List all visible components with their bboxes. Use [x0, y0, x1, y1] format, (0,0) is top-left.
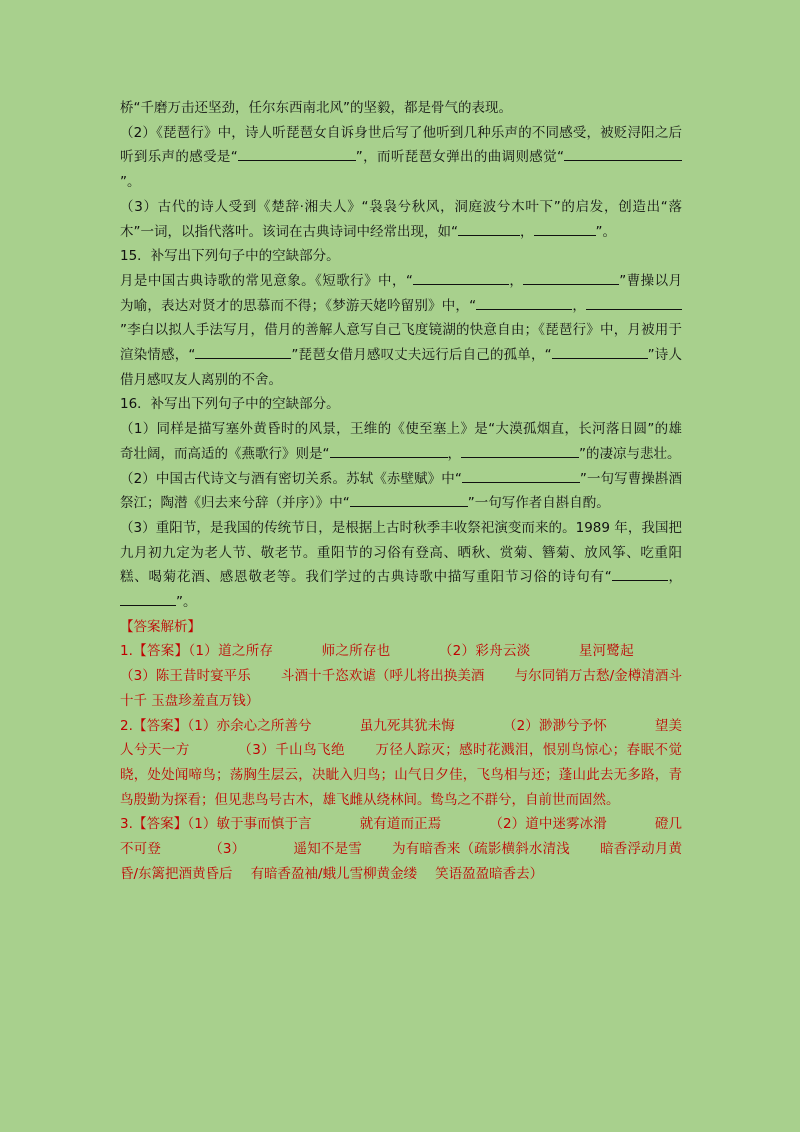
answer-blank	[350, 492, 468, 507]
answer-1: 1.【答案】（1）道之所存 师之所存也 （2）彩舟云淡 星河鹭起（3）陈王昔时宴平乐 斗酒十千恣欢谑（呼儿将出换美酒 与尔同销万古愁/金樽清酒斗十千 玉盘珍羞直万钱）	[120, 643, 682, 709]
document-content	[120, 96, 682, 887]
paragraph-q16-2: （2）中国古代诗文与酒有密切关系。苏轼《赤壁赋》中“ ”一句写曹操斟酒祭江；陶潜《归去来兮辞（并序）》中“ ”一句写作者自斟自酌。	[120, 467, 682, 516]
paragraph-q15: 月是中国古典诗歌的常见意象。《短歌行》中，“ ， ”曹操以月为喻，表达对贤才的思慕而不得；《梦游天姥吟留别》中，“ ，”李白以拟人手法写月，借月的善解人意写自己飞度镜湖的快意自由；《琵琶行》中，月被用于渲染情感，“ ”琵琶女借月感叹丈夫远行后自己的孤单，“ ”诗人借月感叹友人离别的不舍。	[120, 269, 682, 393]
question-15-title: 15．补写出下列句子中的空缺部分。	[120, 248, 340, 265]
question-16-title: 16．补写出下列句子中的空缺部分。	[120, 396, 340, 413]
answer-blank	[461, 443, 579, 458]
answer-blank	[238, 146, 356, 161]
answer-blank	[330, 443, 448, 458]
paragraph-q14-3: （3）古代的诗人受到《楚辞·湘夫人》“袅袅兮秋风，洞庭波兮木叶下”的启发，创造出“落木”一词，以指代落叶。该词在古典诗词中经常出现，如“ ， ”。	[120, 198, 682, 240]
answer-blank	[564, 146, 682, 161]
answer-blank	[462, 468, 580, 483]
answer-blank	[586, 295, 682, 310]
answer-blank	[458, 221, 520, 236]
answer-blank	[612, 566, 668, 581]
answer-blank	[552, 344, 648, 359]
answer-blank	[534, 221, 596, 236]
paragraph-q16-1: （1）同样是描写塞外黄昏时的风景，王维的《使至塞上》是“大漠孤烟直，长河落日圆”的雄奇壮阔，而高适的《燕歌行》则是“ ， ”的凄凉与悲壮。	[120, 421, 682, 462]
answer-blank	[120, 591, 176, 606]
answer-blank	[523, 270, 619, 285]
answer-blank	[195, 344, 291, 359]
answer-3: 3.【答案】（1）敏于事而慎于言 就有道而正焉 （2）道中迷雾冰滑 磴几不可登 （3） 遥知不是雪 为有暗香来（疏影横斜水清浅 暗香浮动月黄昏/东篱把酒黄昏后 有暗香盈袖/蛾儿雪柳黄金缕 笑语盈盈暗香去）	[120, 816, 683, 882]
paragraph-q14-2: （2）《琵琶行》中，诗人听琵琶女自诉身世后写了他听到几种乐声的不同感受，被贬浔阳之后听到乐声的感受是“ ”，而听琵琶女弹出的曲调则感觉“”。	[120, 124, 682, 191]
answer-2: 2.【答案】（1）亦余心之所善兮 虽九死其犹未悔 （2）渺渺兮予怀 望美人兮天一方 （3）千山鸟飞绝 万径人踪灭；感时花溅泪，恨别鸟惊心；春眠不觉晓，处处闻啼鸟；荡胸生层云，决眦入归鸟；山气日夕佳，飞鸟相与还；蓬山此去无多路，青鸟殷勤为探看；但见悲鸟号古木，雄飞雌从绕林间。鸷鸟之不群兮，自前世而固然。	[120, 717, 683, 808]
answer-blank	[413, 270, 509, 285]
answer-blank	[476, 295, 572, 310]
answers-title: 【答案解析】	[120, 618, 201, 635]
paragraph-q16-3: （3）重阳节，是我国的传统节日，是根据上古时秋季丰收祭祀演变而来的。1989 年，我国把九月初九定为老人节、敬老节。重阳节的习俗有登高、晒秋、赏菊、簪菊、放风筝、吃重阳糕、喝菊花酒、感恩敬老等。我们学过的古典诗歌中描写重阳节习俗的诗句有“ ，”。	[120, 519, 683, 611]
paragraph-q14-1-end: 桥“千磨万击还坚劲，任尔东西南北风”的坚毅，都是骨气的表现。	[120, 100, 512, 116]
